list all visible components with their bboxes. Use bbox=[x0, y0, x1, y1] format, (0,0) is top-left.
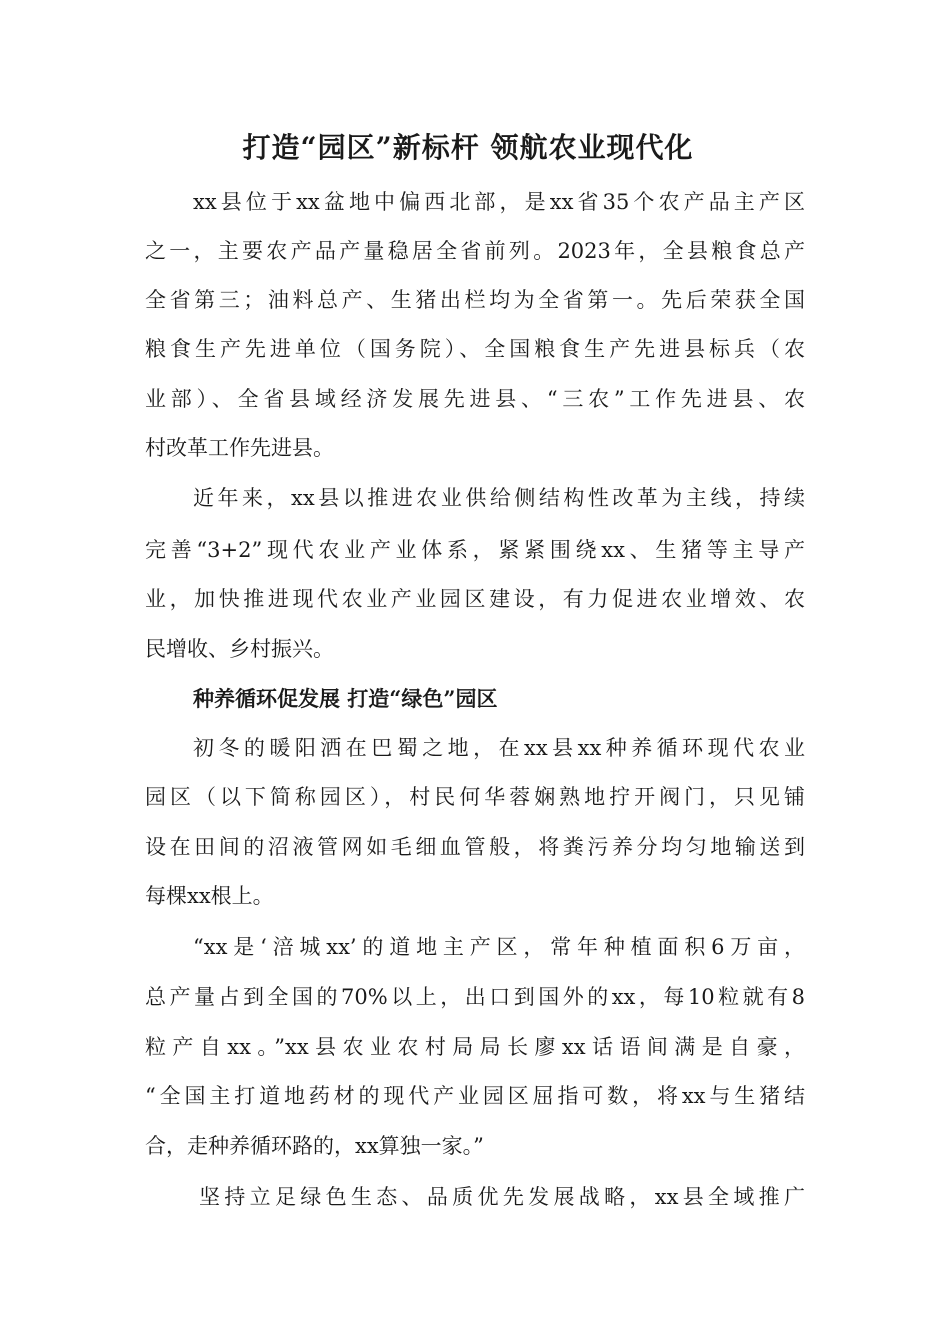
paragraph-line: 园区（以下简称园区），村民何华蓉娴熟地拧开阀门，只见铺 bbox=[145, 785, 805, 809]
paragraph-line: 业，加快推进现代农业产业园区建设，有力促进农业增效、农 bbox=[145, 587, 805, 611]
paragraph-line: 总产量占到全国的70%以上，出口到国外的xx，每10粒就有8 bbox=[145, 985, 805, 1009]
paragraph-line: 粒产自xx。”xx县农业农村局局长廖xx话语间满是自豪， bbox=[145, 1035, 805, 1059]
paragraph-line: 全省第三；油料总产、生猪出栏均为全省第一。先后荣获全国 bbox=[145, 288, 805, 312]
paragraph-line: 业部）、全省县域经济发展先进县、“三农”工作先进县、农 bbox=[145, 387, 805, 411]
section-heading: 种养循环促发展 打造“绿色”园区 bbox=[193, 686, 498, 711]
paragraph-line: 粮食生产先进单位（国务院）、全国粮食生产先进县标兵（农 bbox=[145, 337, 805, 361]
document-title: 打造“园区”新标杆 领航农业现代化 bbox=[242, 131, 694, 164]
paragraph-line: “全国主打道地药材的现代产业园区屈指可数，将xx与生猪结 bbox=[145, 1084, 805, 1108]
paragraph-line: 每棵xx根上。 bbox=[145, 884, 274, 908]
paragraph-line: 民增收、乡村振兴。 bbox=[145, 637, 334, 661]
paragraph-line: 设在田间的沼液管网如毛细血管般，将粪污养分均匀地输送到 bbox=[145, 835, 805, 859]
paragraph-line: 合，走种养循环路的，xx算独一家。” bbox=[145, 1134, 484, 1158]
paragraph-line: 初冬的暖阳洒在巴蜀之地，在xx县xx种养循环现代农业 bbox=[193, 736, 805, 760]
paragraph-line: 近年来，xx县以推进农业供给侧结构性改革为主线，持续 bbox=[193, 486, 805, 510]
paragraph-line: 村改革工作先进县。 bbox=[145, 436, 334, 460]
paragraph-line: 完善“3+2”现代农业产业体系，紧紧围绕xx、生猪等主导产 bbox=[145, 538, 805, 562]
paragraph-line: 坚持立足绿色生态、品质优先发展战略，xx县全域推广 bbox=[199, 1185, 805, 1209]
paragraph-line: “xx是‘涪城xx’的道地主产区，常年种植面积6万亩， bbox=[193, 935, 805, 959]
paragraph-line: xx县位于xx盆地中偏西北部，是xx省35个农产品主产区 bbox=[193, 190, 805, 214]
paragraph-line: 之一，主要农产品产量稳居全省前列。2023年，全县粮食总产 bbox=[145, 239, 805, 263]
